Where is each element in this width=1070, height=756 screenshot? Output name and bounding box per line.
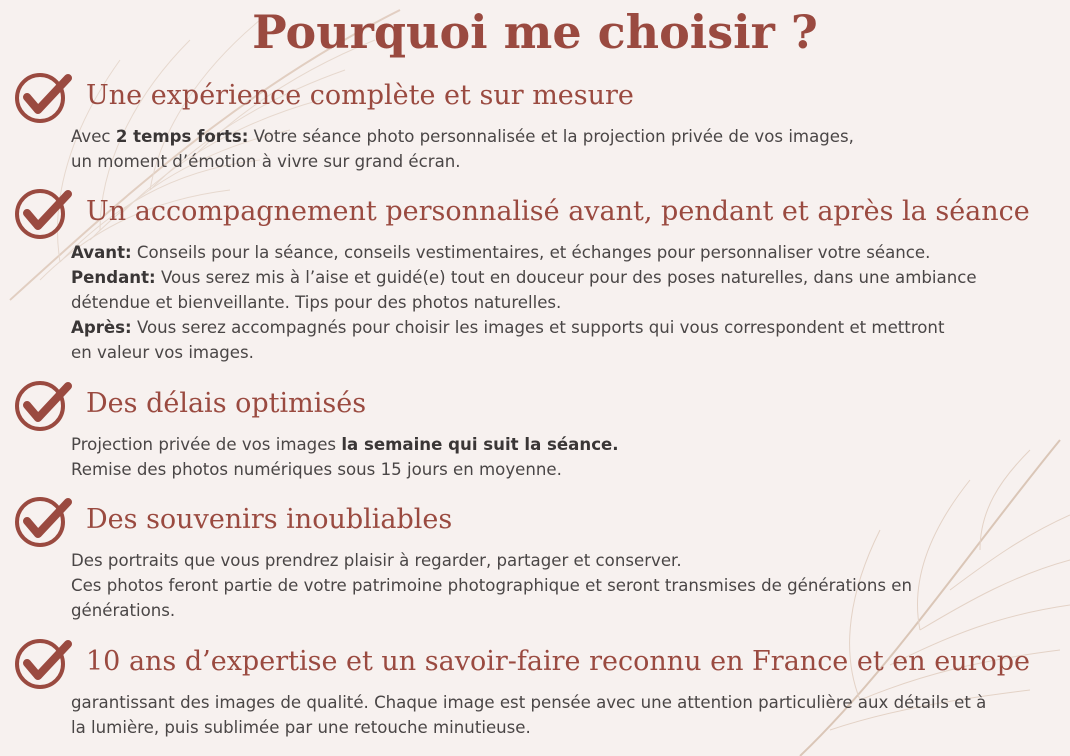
body-text: Avec (71, 127, 116, 146)
section-paragraph (71, 124, 1061, 174)
section-paragraph (71, 432, 1061, 457)
body-text: Conseils pour la séance, conseils vestimentaires, et échanges pour personnaliser votre séance. (131, 243, 931, 262)
page-title: Pourquoi me choisir ? (252, 5, 818, 59)
section-paragraph (71, 573, 1061, 623)
section-heading: Des délais optimisés (86, 388, 367, 419)
body-text: Remise des photos numériques sous 15 jours en moyenne. (71, 460, 562, 479)
body-text: Des portraits que vous prendrez plaisir à regarder, partager et conserver. (71, 551, 682, 570)
check-circle-icon (14, 70, 72, 124)
section-paragraph (71, 315, 1061, 365)
section-paragraph (71, 690, 1061, 740)
body-text: Votre séance photo personnalisée et la projection privée de vos images, (248, 127, 854, 146)
section-heading: 10 ans d’expertise et un savoir-faire reconnu en France et en europe (86, 646, 1031, 677)
body-text: détendue et bienveillante. Tips pour des photos naturelles. (71, 293, 562, 312)
check-circle-icon (14, 494, 72, 548)
body-text: garantissant des images de qualité. Chaque image est pensée avec une attention particulière aux détails et à (71, 693, 987, 712)
body-text: la lumière, puis sublimée par une retouche minutieuse. (71, 718, 531, 737)
body-text: Vous serez accompagnés pour choisir les images et supports qui vous correspondent et mettront (131, 318, 945, 337)
section-heading: Un accompagnement personnalisé avant, pendant et après la séance (86, 196, 1030, 227)
body-text: un moment d’émotion à vivre sur grand écran. (71, 152, 461, 171)
section-body (71, 548, 1061, 623)
check-circle-icon (14, 186, 72, 240)
body-text: en valeur vos images. (71, 343, 254, 362)
section-body (71, 432, 1061, 482)
section-paragraph (71, 265, 1061, 315)
emphasis-text: Pendant: (71, 268, 156, 287)
section-body (71, 124, 1061, 174)
section-body (71, 240, 1061, 365)
emphasis-text: Après: (71, 318, 132, 337)
emphasis-text: 2 temps forts: (115, 127, 249, 146)
section-paragraph (71, 548, 1061, 573)
emphasis-text: la semaine qui suit la séance. (341, 435, 619, 454)
body-text: Projection privée de vos images (71, 435, 342, 454)
section-body (71, 690, 1061, 740)
body-text: Ces photos feront partie de votre patrimoine photographique et seront transmises de générations en (71, 576, 913, 595)
section-heading: Une expérience complète et sur mesure (86, 80, 634, 111)
body-text: Vous serez mis à l’aise et guidé(e) tout en douceur pour des poses naturelles, dans une ambiance (155, 268, 977, 287)
check-circle-icon (14, 378, 72, 432)
section-paragraph (71, 240, 1061, 265)
section-paragraph (71, 457, 1061, 482)
body-text: générations. (71, 601, 176, 620)
emphasis-text: Avant: (71, 243, 132, 262)
check-circle-icon (14, 636, 72, 690)
section-heading: Des souvenirs inoubliables (86, 504, 453, 535)
